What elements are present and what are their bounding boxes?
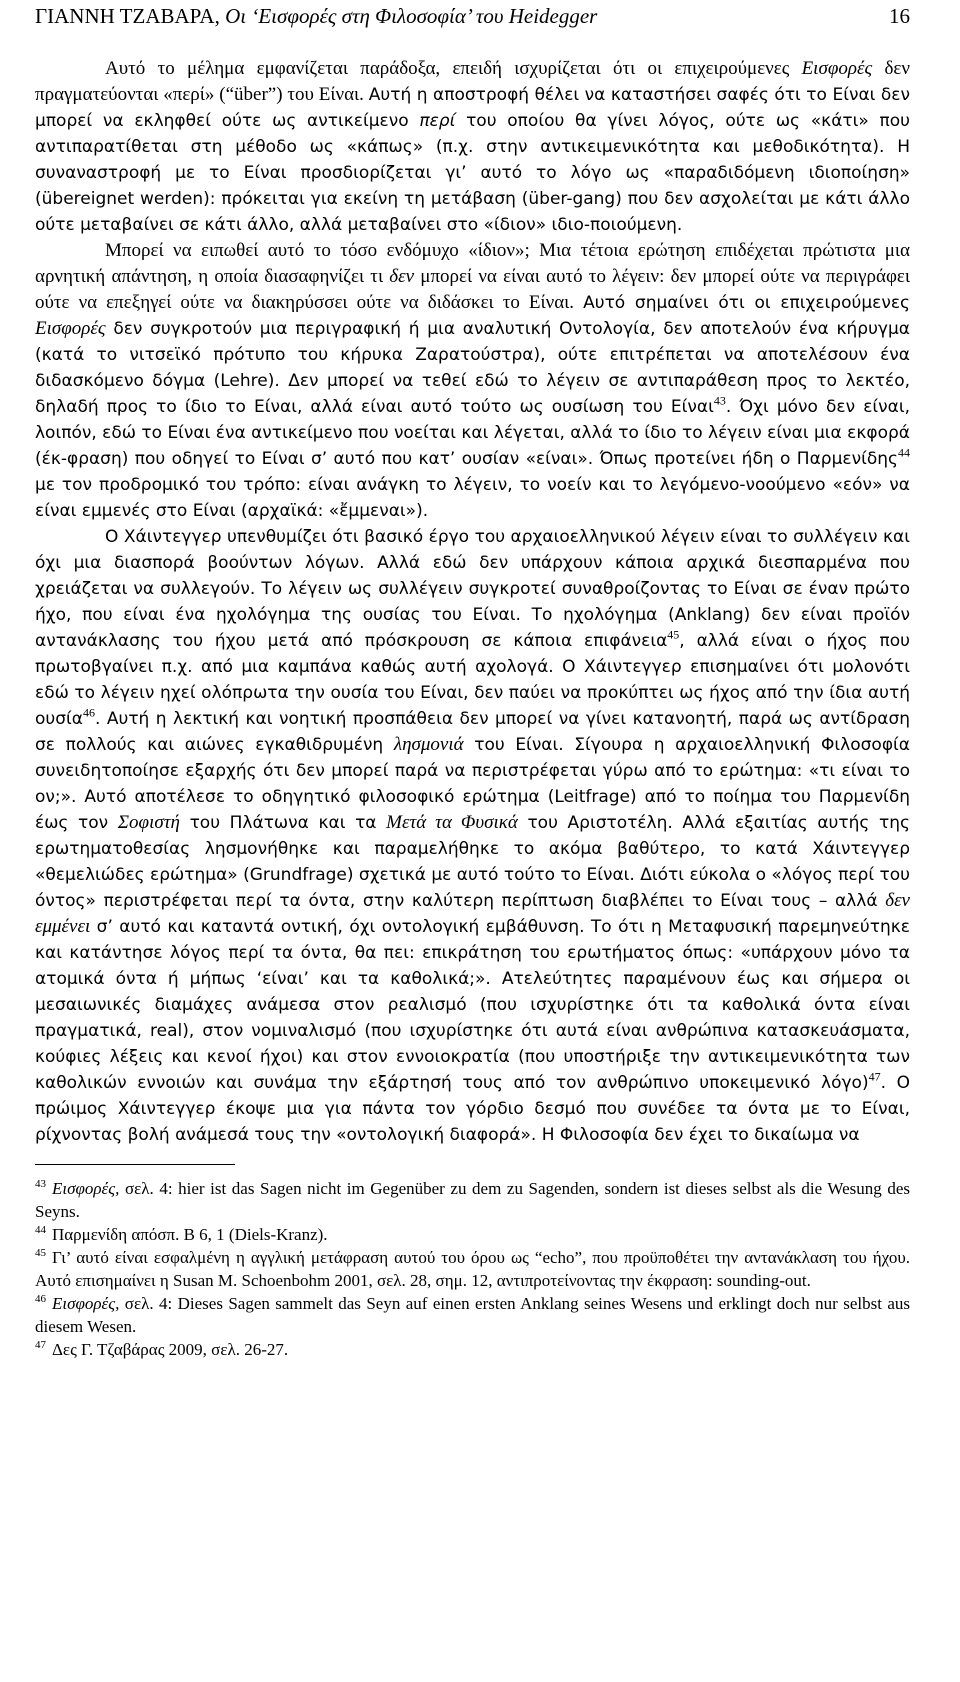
footnote-ref-45[interactable]: 45 (667, 627, 680, 642)
p2-italic-b: δεν (389, 266, 415, 287)
p3-italic-f: Σοφιστή (117, 812, 180, 833)
p3-italic-d: λησμονιά (393, 734, 464, 755)
p3-text-g: του Πλάτωνα και τα (179, 813, 387, 833)
p3-text-c: . Αυτή η λεκτική και νοητική προσπάθεια δεν μπορεί να γίνει κατανοητή, παρά ως αντίδραση σε πολλούς και αιώνες εγκαθιδρυμένη (35, 709, 910, 755)
p2-text-g: Δεν μπορεί να τεθεί εδώ το λέγειν σε αντιπαράθεση προς το λεκτέο, δηλαδή προς το ίδιο το Είναι, αλλά είναι αυτό τούτο ως ουσίωση του Είναι (35, 371, 910, 417)
footnote-47 (35, 1338, 910, 1361)
p2-text-d: Αυτό σημαίνει ότι οι επιχειρούμενες (583, 293, 910, 313)
p3-text-a: Ο Χάιντεγγερ υπενθυμίζει ότι βασικό έργο του αρχαιοελληνικού λέγειν είναι το συλλέγειν και όχι μια διασπορά βοούντων λόγων. Αλλά εδώ δεν υπάρχουν κάποια αρχικά διεσπαρμένα που χρειάζεται να συλλεγούν. Το λέγειν ως συλλέγειν συγκροτεί συναθροίζοντας το Είναι σε έναν πρώτο ήχο, που είναι ένα ηχολόγημα της ουσίας του Είναι. Το ηχολόγημα (Anklang) δεν είναι προϊόν αντανάκλασης του ήχου μετά από πρόσκρουση σε κάποια επιφάνεια (35, 527, 910, 651)
paragraph-3 (35, 524, 910, 1148)
p3-text-b: , αλλά είναι ο ήχος που πρωτοβγαίνει π.χ. από μια καμπάνα καθώς αυτή αχολογά. Ο Χάιντεγγερ επισημαίνει ότι μολονότι εδώ το λέγειν ηχεί ολόπρωτα την ουσία του Είναι, δεν παύει να προκύπτει ως ήχος από την ίδια αυτή ουσία (35, 631, 910, 729)
p1-text-a: Αυτό το μέλημα εμφανίζεται παράδοξα, επειδή ισχυρίζεται ότι οι επιχειρούμενες (105, 58, 802, 79)
footnote-text: Παρμενίδη απόσπ. Β 6, 1 (Diels-Kranz). (52, 1225, 328, 1244)
p3-text-l: . Ο πρώιμος Χάιντεγγερ έκοψε μια για πάντα τον γόρδιο δεσμό που συνέδεε τα όντα με το Είναι, ρίχνοντας βολή ανάμεσά τους την «οντολογική διαφορά». Η Φιλοσοφία δεν έχει το δικαίωμα να (35, 1073, 910, 1145)
footnote-46 (35, 1292, 910, 1338)
footnote-ref-43[interactable]: 43 (713, 393, 726, 408)
footnote-44 (35, 1223, 910, 1246)
main-text (35, 56, 910, 1148)
footnote-text: Γι’ αυτό είναι εσφαλμένη η αγγλική μετάφραση αυτού του όρου ως “echo”, που προϋποθέτει την αντανάκλαση του ήχου. Αυτό επισημαίνει η Susan M. Schoenbohm 2001, σελ. 28, σημ. 12, αντιπροτείνοντας την έκφραση: sounding-out. (35, 1248, 910, 1290)
footnote-number: 46 (35, 1293, 46, 1306)
paragraph-1 (35, 56, 910, 238)
p1-text-g: Η συναναστροφή με το Είναι προσδιορίζεται γι’ αυτό το λόγο ως «παραδιδόμενη ιδιοποίηση» (übereignet werden): πρόκειται για εκείνη τη μετάβαση (über-gang) που δεν ασχολείται με κάτι άλλο ούτε μεταβαίνει σε κάτι άλλο, αλλά μεταβαίνει στο «ίδιον» ιδιο-ποιούμενη. (35, 137, 910, 235)
footnote-text: Δες Γ. Τζαβάρας 2009, σελ. 26-27. (52, 1340, 289, 1359)
footnote-45 (35, 1246, 910, 1292)
p2-italic-e: Εισφορές (35, 318, 106, 339)
footnote-number: 45 (35, 1247, 46, 1260)
footnote-separator (35, 1164, 235, 1165)
footnote-number: 43 (35, 1178, 46, 1191)
footnote-italic: Εισφορές, (52, 1294, 120, 1313)
header-author: ΓΙΑΝΝΗ ΤΖΑΒΑΡΑ, (35, 4, 226, 28)
footnote-italic: Εισφορές, (52, 1179, 120, 1198)
p2-text-f: δεν συγκροτούν μια περιγραφική ή μια αναλυτική Οντολογία, δεν αποτελούν ένα κήρυγμα (κατά το νιτσεϊκό πρότυπο του κήρυκα Ζαρατούστρα), ούτε επιτρέπεται να αποτελέσουν ένα διδασκόμενο δόγμα (Lehre). (35, 319, 910, 391)
p1-text-d: Αυτή η αποστροφή θέλει να καταστήσει σαφές ότι το Είναι δεν μπορεί να εκληφθεί ούτε ως αντικείμενο (35, 85, 910, 131)
footnote-number: 47 (35, 1339, 46, 1352)
p1-italic-b: Εισφορές (801, 58, 873, 79)
page-number: 16 (889, 4, 910, 28)
p3-text-e: του Είναι. Σίγουρα η αρχαιοελληνική Φιλοσοφία συνειδητοποίησε εξαρχής ότι δεν μπορεί παρά να περιστρέφεται γύρω από το ερώτημα: «τι είναι το ον;». Αυτό αποτέλεσε το οδηγητικό φιλοσοφικό ερώτημα (Leitfrage) από το ποίημα του Παρμενίδη έως τον (35, 735, 910, 833)
p1-text-f: του οποίου θα γίνει λόγος, ούτε ως «κάτι» που αντιπαρατίθεται στη μέθοδο ως «κάπως» (π.χ. στην αντικειμενικότητα και μεθοδικότητα). (35, 111, 911, 157)
p3-text-i: του Αριστοτέλη. Αλλά εξαιτίας αυτής της ερωτηματοθεσίας λησμονήθηκε και παραμελήθηκε το ακόμα βαθύτερο, το κατά Χάιντεγγερ «θεμελιώδες ερώτημα» (Grundfrage) σχετικά με αυτό τούτο το Είναι. Διότι εύκολα ο «λόγος περί του όντος» περιστρέφεται περί τα όντα, στην καλύτερη περίπτωση διαβλέπει το Είναι τους – αλλά (35, 813, 910, 911)
p3-italic-j: δεν εμμένει (35, 890, 910, 937)
footnote-text: σελ. 4: hier ist das Sagen nicht im Gegenüber zu dem zu Sagenden, sondern ist dieses selbst als die Wesung des Seyns. (35, 1179, 910, 1221)
p3-text-k: σ’ αυτό και καταντά οντική, όχι οντολογική εμβάθυνση. Το ότι η Μεταφυσική παρεμηνεύτηκε και κατάντησε λόγος περί τα όντα, θα πει: επικράτηση του ερωτήματος όπως: «υπάρχουν μόνο τα ατομικά όντα ή μήπως ‘είναι’ και τα καθολικά;». Ατελεύτητες παραμένουν έως και σήμερα οι μεσαιωνικές διαμάχες ανάμεσα στον ρεαλισμό (που ισχυρίστηκε ότι τα καθολικά όντα είναι πραγματικά, real), στον νομιναλισμό (που ισχυρίστηκε ότι αυτά είναι ανθρώπινα κατασκευάσματα, κούφιες λέξεις και κενοί ήχοι) και στον εννοιοκρατία (που υποστήριξε την αντικειμενικότητα των καθολικών εννοιών και συνάμα την εξάρτησή τους από τον ανθρώπινο υποκειμενικό λόγο) (35, 917, 910, 1093)
footnote-ref-47[interactable]: 47 (868, 1069, 881, 1084)
footnote-ref-46[interactable]: 46 (82, 705, 95, 720)
header-title (35, 4, 597, 29)
p3-italic-h: Μετά τα Φυσικά (386, 812, 518, 833)
running-header (35, 0, 910, 44)
footnote-text: σελ. 4: Dieses Sagen sammelt das Seyn auf einen ersten Anklang seines Wesens und erklingt doch nur selbst aus diesem Wesen. (35, 1294, 910, 1336)
p1-italic-e: περί (419, 111, 456, 131)
paragraph-2 (35, 238, 910, 524)
p2-text-h: . Όχι μόνο δεν είναι, λοιπόν, εδώ το Είναι ένα αντικείμενο που νοείται και λέγεται, αλλά το ίδιο το λέγειν είναι μια εκφορά (έκ-φραση) που οδηγεί το Είναι σ’ αυτό που κατ’ ουσίαν «είναι». Όπως προτείνει ήδη ο Παρμενίδης (35, 397, 910, 469)
header-book-title: Οι ‘Εισφορές στη Φιλοσοφία’ του Heidegger (225, 4, 598, 28)
footnote-number: 44 (35, 1224, 46, 1237)
p2-text-a: Μπορεί να ειπωθεί αυτό το τόσο ενδόμυχο «ίδιον»; Μια τέτοια ερώτηση επιδέχεται πρώτιστα μια αρνητική απάντηση, η οποία διασαφηνίζει τι (35, 240, 910, 287)
p1-text-c: δεν πραγματεύονται «περί» (“über”) του Είναι. (35, 58, 910, 105)
footnotes (35, 1177, 910, 1361)
footnote-43 (35, 1177, 910, 1223)
p2-text-i: με τον προδρομικό του τρόπο: είναι ανάγκη το λέγειν, το νοείν και το λεγόμενο-νοούμενο «εόν» να είναι εμμενές στο Είναι (αρχαϊκά: «ἔμμεναι»). (35, 475, 910, 521)
p2-text-c: μπορεί να είναι αυτό το λέγειν: δεν μπορεί ούτε να περιγράφει ούτε να επεξηγεί ούτε να διακηρύσσει ούτε να διδάσκει το Είναι. (35, 266, 910, 313)
footnote-ref-44[interactable]: 44 (898, 445, 910, 460)
